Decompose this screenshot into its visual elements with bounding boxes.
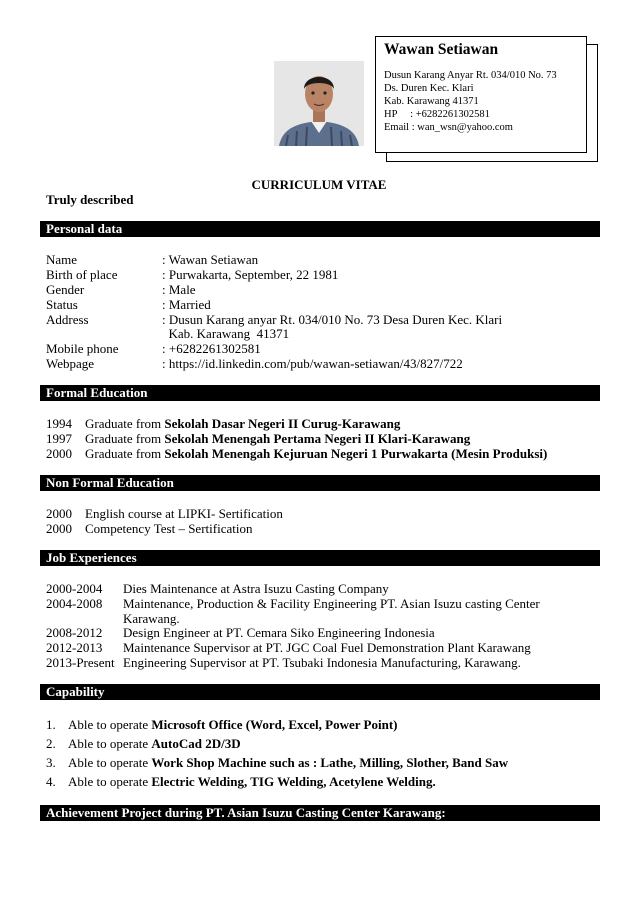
capability-skill: Work Shop Machine such as : Lathe, Milling, Slother, Band Saw	[151, 755, 509, 770]
formal-education-row	[46, 431, 470, 446]
formal-year: 2000	[46, 446, 72, 461]
personal-label: Status	[46, 297, 78, 312]
nonformal-row	[46, 521, 252, 536]
formal-prefix: Graduate from	[85, 446, 165, 461]
formal-year: 1994	[46, 416, 72, 431]
header-email-line: Email : wan_wsn@yahoo.com	[384, 122, 513, 133]
header-contact-lines	[384, 69, 578, 134]
header-phone-line: HP : +6282261302581	[384, 109, 490, 120]
formal-education-row	[46, 446, 547, 461]
personal-label: Birth of place	[46, 267, 118, 282]
personal-label: Mobile phone	[46, 341, 119, 356]
personal-value: : Purwakarta, September, 22 1981	[162, 267, 339, 282]
personal-label: Gender	[46, 282, 85, 297]
job-period: 2008-2012	[46, 625, 103, 640]
nonformal-row	[46, 506, 283, 521]
header-regency-line: Kab. Karawang 41371	[384, 96, 479, 107]
job-text: Maintenance, Production & Facility Engineering PT. Asian Isuzu casting Center	[123, 596, 540, 611]
job-row	[46, 581, 389, 596]
capability-prefix: Able to operate	[68, 755, 152, 770]
profile-photo	[274, 61, 364, 146]
capability-skill: Microsoft Office (Word, Excel, Power Point)	[151, 717, 398, 732]
section-header-capability: Capability	[40, 684, 600, 700]
job-row	[46, 611, 180, 626]
personal-value: : Married	[162, 297, 211, 312]
formal-school: Sekolah Dasar Negeri II Curug-Karawang	[164, 416, 401, 431]
job-period: 2013-Present	[46, 655, 115, 670]
personal-value: : Wawan Setiawan	[162, 252, 259, 267]
personal-row	[46, 282, 196, 297]
personal-row	[46, 297, 211, 312]
job-row	[46, 625, 435, 640]
capability-number: 2.	[46, 736, 56, 751]
capability-prefix: Able to operate	[68, 736, 152, 751]
capability-number: 4.	[46, 774, 56, 789]
capability-skill: AutoCad 2D/3D	[151, 736, 241, 751]
section-header-nonformal: Non Formal Education	[40, 475, 600, 491]
section-header-personal: Personal data	[40, 221, 600, 237]
job-row	[46, 655, 521, 670]
capability-item	[46, 717, 397, 732]
job-period: 2012-2013	[46, 640, 103, 655]
formal-prefix: Graduate from	[85, 416, 165, 431]
section-header-formal: Formal Education	[40, 385, 600, 401]
formal-school: Sekolah Menengah Pertama Negeri II Klari-Karawang	[164, 431, 471, 446]
job-row	[46, 596, 540, 611]
personal-row	[46, 252, 258, 267]
job-text: Engineering Supervisor at PT. Tsubaki Indonesia Manufacturing, Karawang.	[123, 655, 521, 670]
personal-row	[46, 267, 338, 282]
job-text: Maintenance Supervisor at PT. JGC Coal Fuel Demonstration Plant Karawang	[123, 640, 531, 655]
capability-item	[46, 736, 241, 751]
capability-prefix: Able to operate	[68, 774, 152, 789]
personal-row	[46, 356, 463, 371]
personal-row	[46, 312, 502, 327]
personal-row	[46, 341, 261, 356]
nonformal-text: English course at LIPKI- Sertification	[85, 506, 283, 521]
personal-label: Webpage	[46, 356, 95, 371]
capability-prefix: Able to operate	[68, 717, 152, 732]
header-village-line: Ds. Duren Kec. Klari	[384, 83, 474, 94]
personal-value: : https://id.linkedin.com/pub/wawan-setiawan/43/827/722	[162, 356, 463, 371]
capability-item	[46, 774, 436, 789]
job-text: Design Engineer at PT. Cemara Siko Engineering Indonesia	[123, 625, 435, 640]
section-header-jobs: Job Experiences	[40, 550, 600, 566]
formal-prefix: Graduate from	[85, 431, 165, 446]
personal-value: : Dusun Karang anyar Rt. 034/010 No. 73 Desa Duren Kec. Klari	[162, 312, 503, 327]
personal-value: : Male	[162, 282, 196, 297]
document-title: CURRICULUM VITAE	[251, 177, 387, 192]
job-text: Dies Maintenance at Astra Isuzu Casting Company	[123, 581, 389, 596]
formal-school: Sekolah Menengah Kejuruan Negeri 1 Purwakarta (Mesin Produksi)	[164, 446, 548, 461]
header-name: Wawan Setiawan	[384, 41, 499, 58]
job-text: Karawang.	[123, 611, 180, 626]
personal-value: Kab. Karawang 41371	[162, 326, 290, 341]
personal-label: Name	[46, 252, 78, 267]
personal-row	[46, 326, 289, 341]
personal-label: Address	[46, 312, 89, 327]
job-row	[46, 640, 531, 655]
tagline: Truly described	[46, 192, 134, 207]
formal-year: 1997	[46, 431, 72, 446]
capability-number: 3.	[46, 755, 56, 770]
nonformal-year: 2000	[46, 506, 72, 521]
personal-value: : +6282261302581	[162, 341, 261, 356]
nonformal-year: 2000	[46, 521, 72, 536]
contact-card	[375, 36, 587, 153]
capability-number: 1.	[46, 717, 56, 732]
capability-item	[46, 755, 508, 770]
nonformal-text: Competency Test – Sertification	[85, 521, 253, 536]
job-period: 2000-2004	[46, 581, 103, 596]
section-header-achievement: Achievement Project during PT. Asian Isuzu Casting Center Karawang:	[40, 805, 600, 821]
formal-education-row	[46, 416, 400, 431]
header-address-line: Dusun Karang Anyar Rt. 034/010 No. 73	[384, 70, 557, 81]
job-period: 2004-2008	[46, 596, 103, 611]
capability-skill: Electric Welding, TIG Welding, Acetylene Welding.	[151, 774, 436, 789]
